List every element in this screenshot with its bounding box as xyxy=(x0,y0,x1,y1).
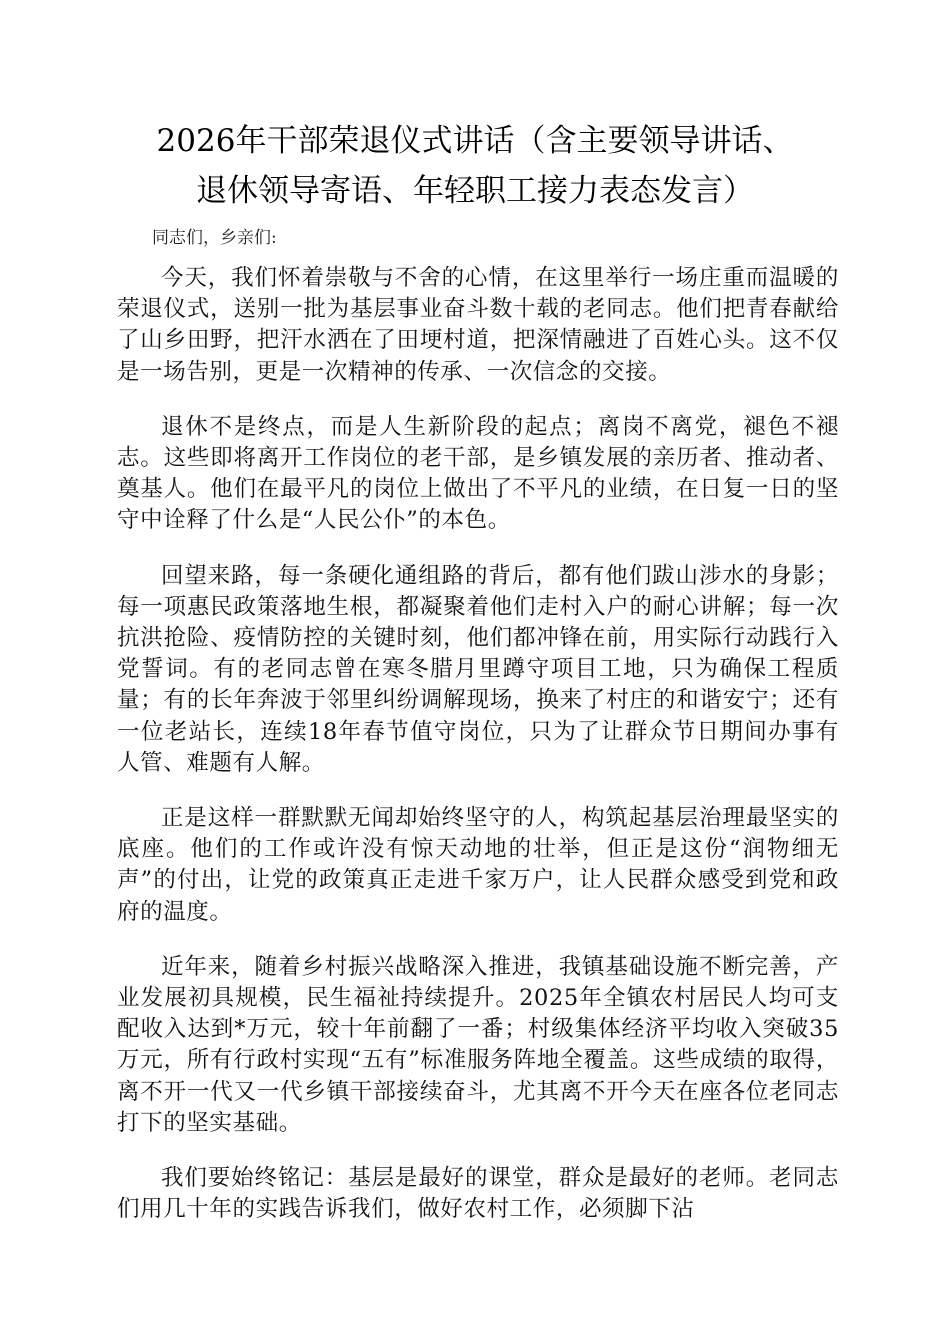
paragraph: 近年来，随着乡村振兴战略深入推进，我镇基础设施不断完善，产业发展初具规模，民生福祉持续提升。2025年全镇农村居民人均可支配收入达到*万元，较十年前翻了一番；村级集体经济平均收入突破35万元，所有行政村实现“五有”标准服务阵地全覆盖。这些成绩的取得，离不开一代又一代乡镇干部接续奋斗，尤其离不开今天在座各位老同志打下的坚实基础。 xyxy=(117,953,839,1136)
document-title-line-2: 退休领导寄语、年轻职工接力表态发言） xyxy=(196,173,754,209)
paragraph: 正是这样一群默默无闻却始终坚守的人，构筑起基层治理最坚实的底座。他们的工作或许没有惊天动地的壮举，但正是这份“润物细无声”的付出，让党的政策真正走进千家万户，让人民群众感受到党和政府的温度。 xyxy=(117,805,839,925)
paragraph: 退休不是终点，而是人生新阶段的起点；离岗不离党，褪色不褪志。这些即将离开工作岗位的老干部，是乡镇发展的亲历者、推动者、奠基人。他们在最平凡的岗位上做出了不平凡的业绩，在日复一日的坚守中诠释了什么是“人民公仆”的本色。 xyxy=(117,413,839,534)
document-title-line-1: 2026年干部荣退仪式讲话（含主要领导讲话、 xyxy=(156,123,794,159)
paragraph: 我们要始终铭记：基层是最好的课堂，群众是最好的老师。老同志们用几十年的实践告诉我们，做好农村工作，必须脚下沾 xyxy=(117,1165,839,1223)
document-title xyxy=(100,116,850,216)
greeting: 同志们，乡亲们: xyxy=(152,228,277,248)
paragraph: 回望来路，每一条硬化通组路的背后，都有他们跋山涉水的身影；每一项惠民政策落地生根，都凝聚着他们走村入户的耐心讲解；每一次抗洪抢险、疫情防控的关键时刻，他们都冲锋在前，用实际行动践行入党誓词。有的老同志曾在寒冬腊月里蹲守项目工地，只为确保工程质量；有的长年奔波于邻里纠纷调解现场，换来了村庄的和谐安宁；还有一位老站长，连续18年春节值守岗位，只为了让群众节日期间办事有人管、难题有人解。 xyxy=(117,562,839,776)
document-body xyxy=(117,263,839,1225)
paragraph: 今天，我们怀着崇敬与不舍的心情，在这里举行一场庄重而温暖的荣退仪式，送别一批为基层事业奋斗数十载的老同志。他们把青春献给了山乡田野，把汗水洒在了田埂村道，把深情融进了百姓心头。这不仅是一场告别，更是一次精神的传承、一次信念的交接。 xyxy=(117,265,839,385)
